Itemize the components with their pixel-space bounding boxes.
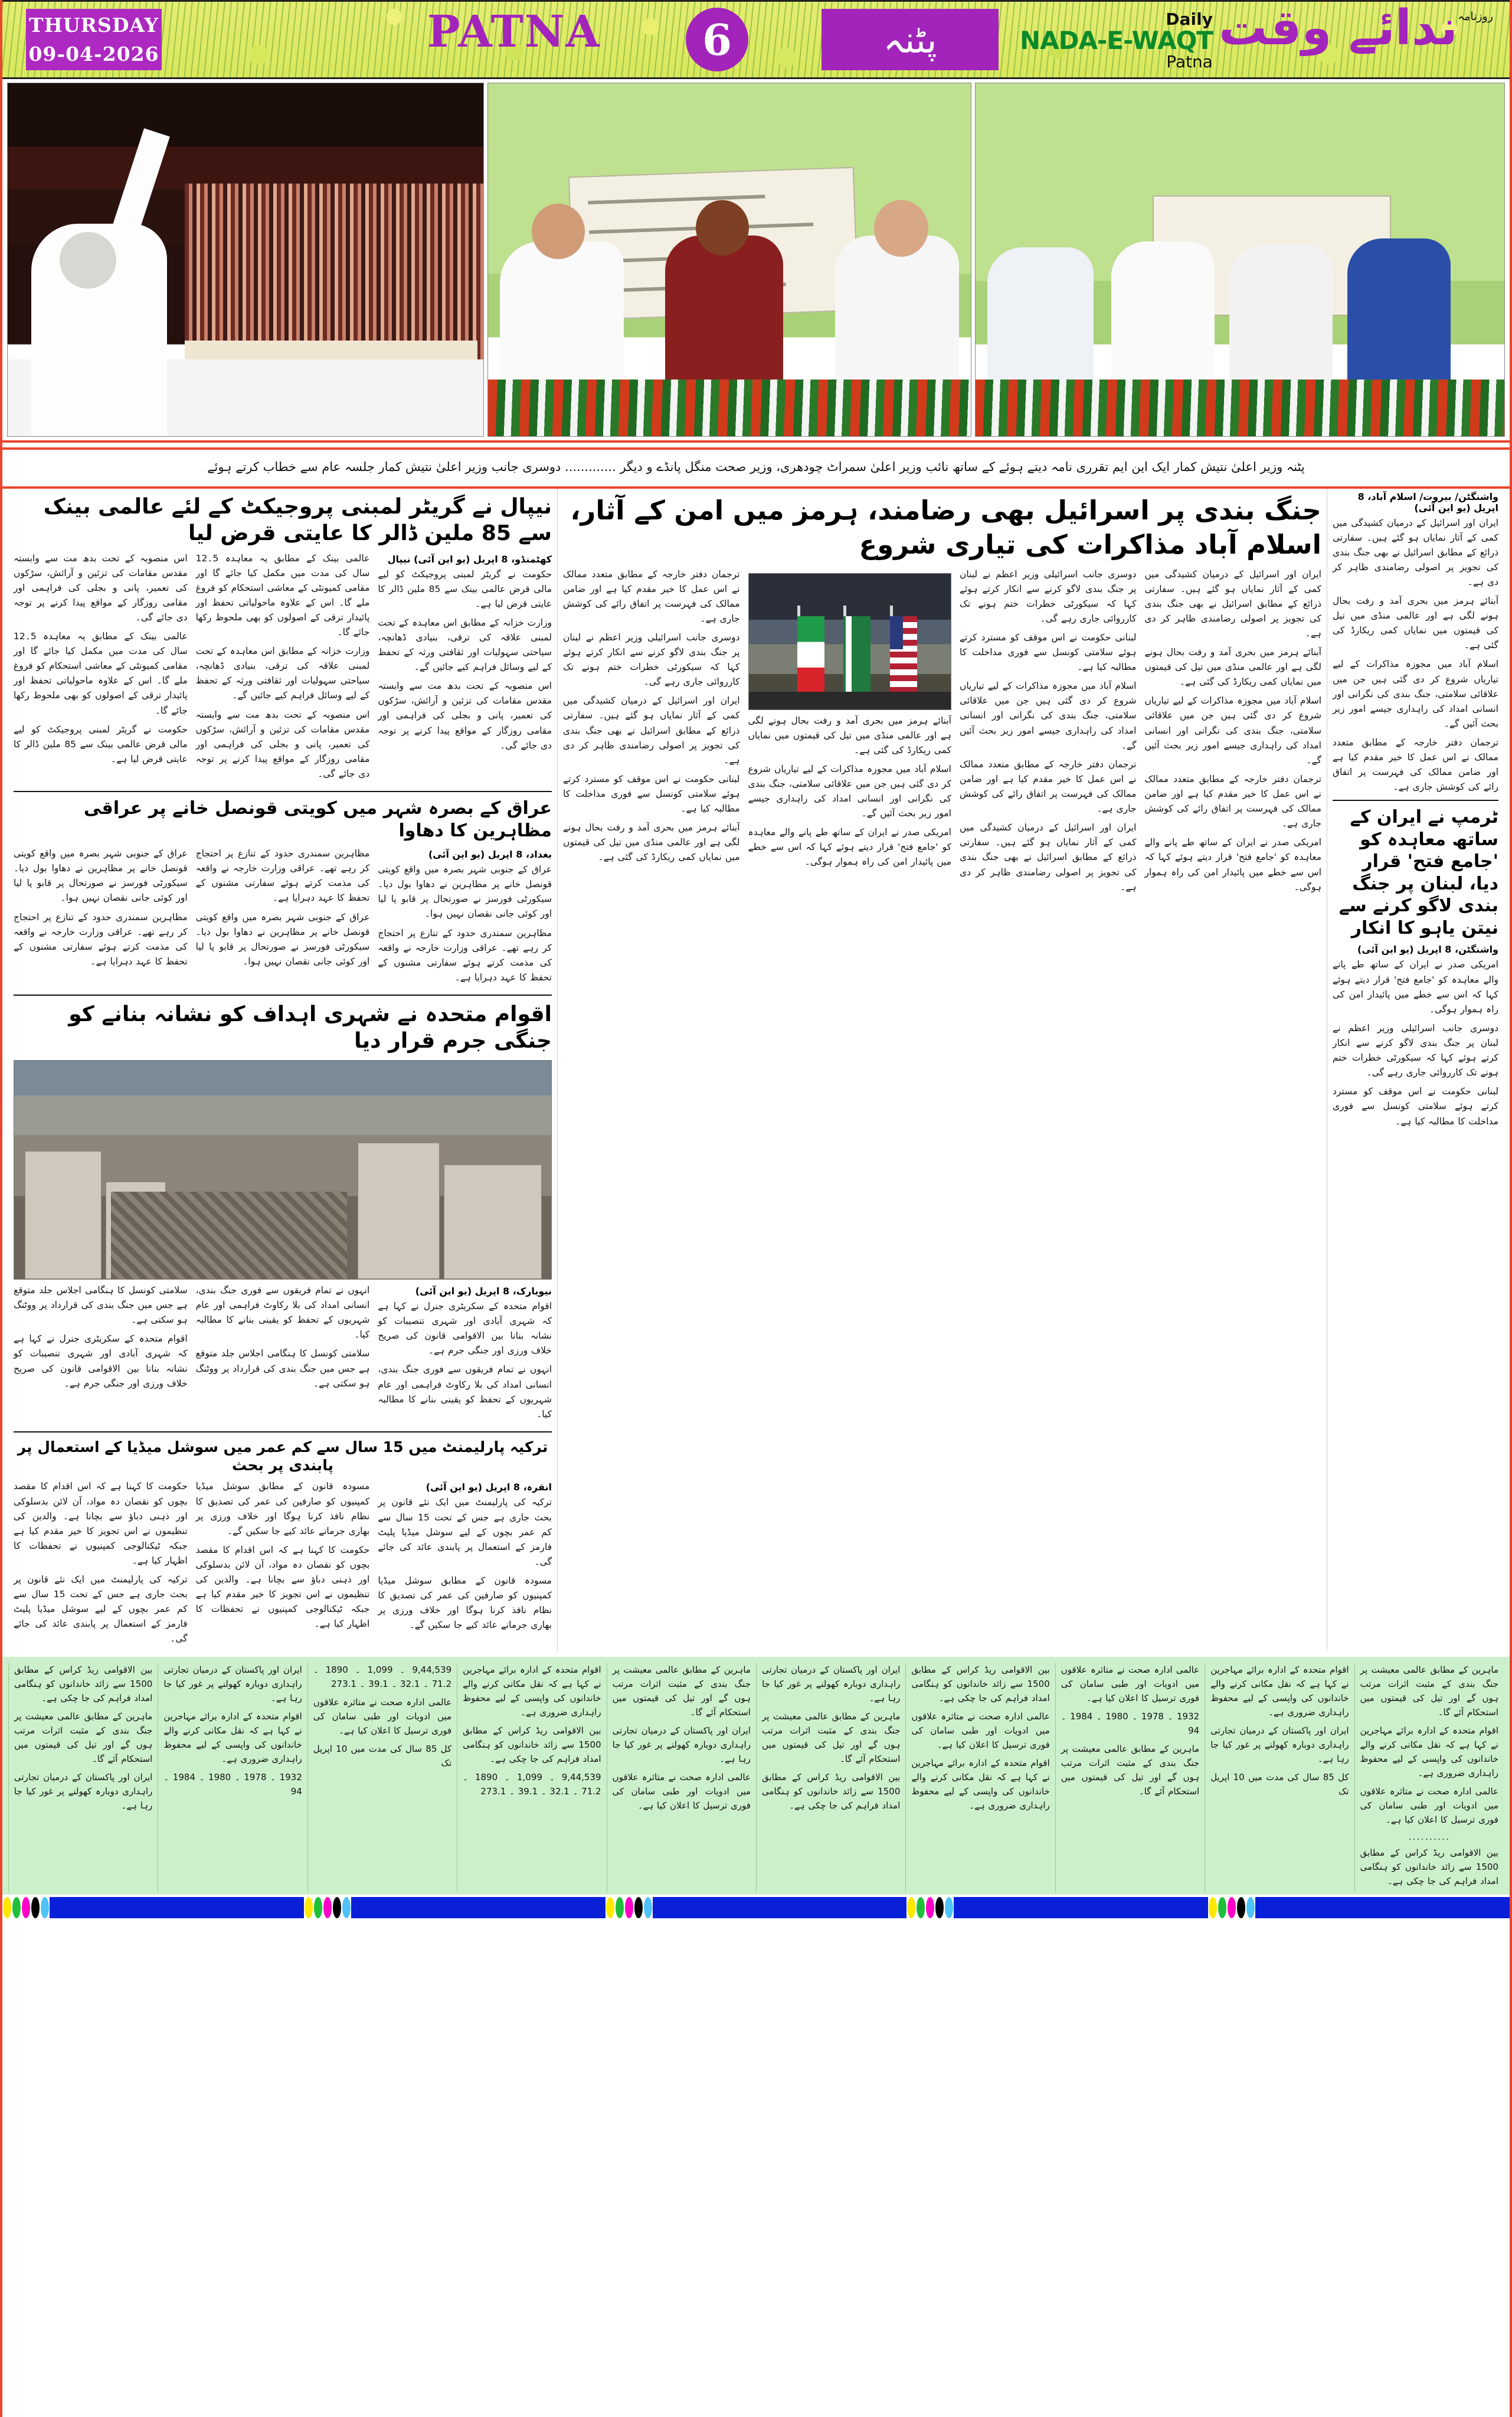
photo-head-left <box>532 204 585 259</box>
brand-city-en: Patna <box>1166 52 1213 72</box>
lead-col-3: آبنائے ہرمز میں بحری آمد و رفت بحال ہونے لگی ہے اور عالمی منڈی میں تیل کی قیمتوں میں نمایاں کمی ریکارڈ کی گئی ہے۔ اسلام آباد میں مجوزہ مذاکرات کے لیے تیاریاں شروع کر دی گئی ہیں جن میں علاقائی سلامتی، جنگ بندی کی نگرانی اور انسانی امداد کی راہداری جیسے امور زیر بحث آئیں گے۔ امریکی صدر نے ایران کے ساتھ طے پانے والے معاہدہ کو 'جامع فتح' قرار دیتے ہوئے کہا کہ اس سے خطے میں پائیدار امن کی راہ ہموار ہوگی۔ <box>748 567 951 899</box>
iraq-col-3: عراق کے جنوبی شہر بصرہ میں واقع کویتی قونصل خانے پر مظاہرین نے دھاوا بول دیا۔ سیکورٹی فورسز نے صورتحال پر قابو پا لیا اور کوئی جانی نقصان نہیں ہوا۔ مظاہرین سمندری حدود کے تنازع پر احتجاج کر رہے تھے۔ عراقی وزارت خارجہ نے واقعہ کی مذمت کرتے ہوئے سفارتی مشنوں کے تحفظ کا عہد دہرایا ہے۔ <box>13 848 188 967</box>
rule-under-photos <box>2 440 1510 443</box>
green-col-4: بین الاقوامی ریڈ کراس کے مطابق 1500 سے زائد خاندانوں کو ہنگامی امداد فراہم کی جا چکی ہے۔ عالمی ادارہ صحت نے متاثرہ علاقوں میں ادویات اور طبی سامان کی فوری ترسیل کا اعلان کیا ہے۔ اقوام متحدہ کے ادارہ برائے مہاجرین نے کہا ہے کہ نقل مکانی کرنے والے خاندانوں کی واپسی کے لیے محفوظ راہداری ضروری ہے۔ <box>905 1663 1055 1892</box>
nepal-col-2: عالمی بینک کے مطابق یہ معاہدہ 5۔12 سال کی مدت میں مکمل کیا جائے گا اور مقامی کمیونٹی کے معاشی استحکام کو فروغ ملے گا۔ اس کے علاوہ ماحولیاتی تحفظ اور پائیدار ترقی کے اصولوں کو بھی ملحوظ رکھا جائے گا۔ وزارت خزانہ کے مطابق اس معاہدہ کے تحت لمبنی علاقہ کی ترقی، بنیادی ڈھانچہ، سیاحتی سہولیات اور ثقافتی ورثہ کے تحفظ کے لیے وسائل فراہم کیے جائیں گے۔ اس منصوبہ کے تحت بدھ مت سے وابستہ مقدس مقامات کی تزئین و آرائش، سڑکوں کی تعمیر، پانی و بجلی کی فراہمی اور مقامی روزگار کے مواقع پیدا کرنے پر توجہ دی جائے گی۔ <box>195 552 370 780</box>
headline-nepal-loan: نیپال نے گریٹر لمبنی پروجیکٹ کے لئے عالمی بینک سے 85 ملین ڈالر کا عایتی قرض لیا <box>43 494 552 545</box>
date-box <box>26 9 162 70</box>
photo-damaged-buildings <box>14 1060 552 1280</box>
lead-headline: جنگ بندی پر اسرائیل بھی رضامند، ہرمز میں امن کے آثار، اسلام آباد مذاکرات کی تیاری شروع <box>570 494 1321 560</box>
footer-segment <box>2 1895 304 1921</box>
top-photo-row <box>2 79 1510 437</box>
masthead-day: THURSDAY <box>29 14 159 37</box>
lead-col-2: دوسری جانب اسرائیلی وزیر اعظم نے لبنان پر جنگ بندی لاگو کرنے سے انکار کرتے ہوئے کہا کہ سیکورٹی خطرات ختم ہونے تک کارروائی جاری رہے گی۔ لبنانی حکومت نے اس موقف کو مسترد کرتے ہوئے سلامتی کونسل سے فوری مداخلت کا مطالبہ کیا ہے۔ اسلام آباد میں مجوزہ مذاکرات کے لیے تیاریاں شروع کر دی گئی ہیں جن میں علاقائی سلامتی، جنگ بندی کی نگرانی اور انسانی امداد کی راہداری جیسے امور زیر بحث آئیں گے۔ ترجمان دفتر خارجہ کے مطابق متعدد ممالک نے اس عمل کا خیر مقدم کیا ہے اور ضامن ممالک کی فہرست پر اتفاق رائے کی کوشش جاری ہے۔ ایران اور اسرائیل کے درمیان کشیدگی میں کمی کے آثار نمایاں ہو گئے ہیں۔ سفارتی ذرائع کے مطابق اسرائیل نے بھی جنگ بندی کی تجویز پر اصولی رضامندی ظاہر کر دی ہے۔ <box>959 568 1137 892</box>
brand-daily-label: Daily <box>1166 9 1213 29</box>
footer-segment <box>606 1895 907 1921</box>
green-col-2: اقوام متحدہ کے ادارہ برائے مہاجرین نے کہا ہے کہ نقل مکانی کرنے والے خاندانوں کی واپسی کے لیے محفوظ راہداری ضروری ہے۔ ایران اور پاکستان کے درمیان تجارتی راہداری دوبارہ کھولنے پر غور کیا جا رہا ہے۔ کل 85 سال کی مدت میں 10 اپریل تک <box>1205 1663 1354 1892</box>
green-col-5: ایران اور پاکستان کے درمیان تجارتی راہداری دوبارہ کھولنے پر غور کیا جا رہا ہے۔ ماہرین کے مطابق عالمی معیشت پر جنگ بندی کے مثبت اثرات مرتب ہوں گے اور تیل کی قیمتوں میں استحکام آئے گا۔ بین الاقوامی ریڈ کراس کے مطابق 1500 سے زائد خاندانوں کو ہنگامی امداد فراہم کی جا چکی ہے۔ <box>756 1663 905 1892</box>
turkiye-col-2: مسودہ قانون کے مطابق سوشل میڈیا کمپنیوں کو صارفین کی عمر کی تصدیق کا نظام نافذ کرنا ہوگا اور خلاف ورزی پر بھاری جرمانے عائد کیے جا سکیں گے۔ حکومت کا کہنا ہے کہ اس اقدام کا مقصد بچوں کو نقصان دہ مواد، آن لائن بدسلوکی اور ذہنی دباؤ سے بچانا ہے۔ والدین کی تنظیموں نے اس تجویز کا خیر مقدم کیا ہے جبکہ ٹیکنالوجی کمپنیوں نے تحفظات کا اظہار کیا ہے۔ <box>195 1481 370 1630</box>
green-news-zone <box>2 1657 1510 1895</box>
dateline-washington: واشنگٹن، 8 اپریل (یو این آئی) <box>1357 944 1498 956</box>
masthead-city-ur: پٹنہ <box>822 9 999 70</box>
green-col-8: 9,44,539 ۔ 1,099 ۔ 1890 ۔ 71.2 ۔ 32.1 ۔ 39.1 ۔ 273.1 عالمی ادارہ صحت نے متاثرہ علاقوں میں ادویات اور طبی سامان کی فوری ترسیل کا اعلان کیا ہے۔ کل 85 سال کی مدت میں 10 اپریل تک <box>307 1663 457 1892</box>
un-col-2: انہوں نے تمام فریقوں سے فوری جنگ بندی، انسانی امداد کی بلا رکاوٹ فراہمی اور عام شہریوں کے تحفظ کو یقینی بنانے کا مطالبہ کیا۔ سلامتی کونسل کا ہنگامی اجلاس جلد متوقع ہے جس میں جنگ بندی کی قرارداد پر ووٹنگ ہو سکتی ہے۔ <box>195 1285 370 1389</box>
masthead-date: 09-04-2026 <box>28 42 159 66</box>
lead-col-4: ترجمان دفتر خارجہ کے مطابق متعدد ممالک نے اس عمل کا خیر مقدم کیا ہے اور ضامن ممالک کی فہرست پر اتفاق رائے کی کوشش جاری ہے۔ دوسری جانب اسرائیلی وزیر اعظم نے لبنان پر جنگ بندی لاگو کرنے سے انکار کرتے ہوئے کہا کہ سیکورٹی خطرات ختم ہونے تک کارروائی جاری رہے گی۔ ایران اور اسرائیل کے درمیان کشیدگی میں کمی کے آثار نمایاں ہو گئے ہیں۔ سفارتی ذرائع کے مطابق اسرائیل نے بھی جنگ بندی کی تجویز پر اصولی رضامندی ظاہر کر دی ہے۔ لبنانی حکومت نے اس موقف کو مسترد کرتے ہوئے سلامتی کونسل سے فوری مداخلت کا مطالبہ کیا ہے۔ آبنائے ہرمز میں بحری آمد و رفت بحال ہونے لگی ہے اور عالمی منڈی میں تیل کی قیمتوں میں نمایاں کمی ریکارڈ کی گئی ہے۔ <box>563 568 740 863</box>
footer-segment <box>906 1895 1208 1921</box>
photo-flower-row <box>488 380 971 436</box>
main-zone <box>8 489 1504 1651</box>
dateline-baghdad: بغداد، 8 اپریل (یو این آئی) <box>428 849 552 861</box>
photo-certificate-ceremony <box>975 83 1505 437</box>
brand-english <box>1020 5 1219 70</box>
photo-caption-text: پٹنہ وزیر اعلیٰ نتیش کمار ایک این ایم تقرری نامہ دیتے ہوئے کے ساتھ نائب وزیر اعلیٰ سمراٹ چودھری، وزیر صحت منگل پانڈے و دیگر ............. دوسری جانب وزیر اعلیٰ نتیش کمار جلسہ عام سے خطاب کرتے ہوئے <box>207 460 1305 474</box>
turkiye-col-3: حکومت کا کہنا ہے کہ اس اقدام کا مقصد بچوں کو نقصان دہ مواد، آن لائن بدسلوکی اور ذہنی دباؤ سے بچانا ہے۔ والدین کی تنظیموں نے اس تجویز کا خیر مقدم کیا ہے جبکہ ٹیکنالوجی کمپنیوں نے تحفظات کا اظہار کیا ہے۔ ترکیہ کی پارلیمنٹ میں ایک نئے قانون پر بحث جاری ہے جس کے تحت 15 سال سے کم عمر بچوں کے لیے سوشل میڈیا پلیٹ فارمز کے استعمال پر پابندی عائد کی جائے گی۔ <box>13 1481 188 1644</box>
lead-col-1: ایران اور اسرائیل کے درمیان کشیدگی میں کمی کے آثار نمایاں ہو گئے ہیں۔ سفارتی ذرائع کے مطابق اسرائیل نے بھی جنگ بندی کی تجویز پر اصولی رضامندی ظاہر کر دی ہے۔ آبنائے ہرمز میں بحری آمد و رفت بحال ہونے لگی ہے اور عالمی منڈی میں تیل کی قیمتوں میں نمایاں کمی ریکارڈ کی گئی ہے۔ اسلام آباد میں مجوزہ مذاکرات کے لیے تیاریاں شروع کر دی گئی ہیں جن میں علاقائی سلامتی، جنگ بندی کی نگرانی اور انسانی امداد کی راہداری جیسے امور زیر بحث آئیں گے۔ ترجمان دفتر خارجہ کے مطابق متعدد ممالک نے اس عمل کا خیر مقدم کیا ہے اور ضامن ممالک کی فہرست پر اتفاق رائے کی کوشش جاری ہے۔ امریکی صدر نے ایران کے ساتھ طے پانے والے معاہدہ کو 'جامع فتح' قرار دیتے ہوئے کہا کہ اس سے خطے میں پائیدار امن کی راہ ہموار ہوگی۔ <box>1144 568 1321 892</box>
headline-turkiye-socialmedia: ترکیہ پارلیمنٹ میں 15 سال سے کم عمر میں سوشل میڈیا کے استعمال پر پابندی پر بحث <box>17 1438 548 1474</box>
dateline-ankara: انقرہ، 8 اپریل (یو این آئی) <box>426 1481 552 1493</box>
brand-title-en: NADA-E-WAQT <box>1019 26 1213 55</box>
brand-roznama-label: روزنامہ <box>1458 10 1493 23</box>
masthead-city-en: PATNA <box>427 6 601 57</box>
headline-un-warcrime: اقوام متحدہ نے شہری اہداف کو نشانہ بنانے کو جنگی جرم قرار دیا <box>68 1002 552 1054</box>
photo-caption-block <box>2 447 1510 483</box>
lead-photo-flags <box>748 573 951 710</box>
story-b-text: امریکی صدر نے ایران کے ساتھ طے پانے والے معاہدہ کو 'جامع فتح' قرار دیتے ہوئے کہا کہ اس سے خطے میں پائیدار امن کی راہ ہموار ہوگی۔ دوسری جانب اسرائیلی وزیر اعظم نے لبنان پر جنگ بندی لاگو کرنے سے انکار کرتے ہوئے کہا کہ سیکورٹی خطرات ختم ہونے تک کارروائی جاری رہے گی۔ لبنانی حکومت نے اس موقف کو مسترد کرتے ہوئے سلامتی کونسل سے فوری مداخلت کا مطالبہ کیا ہے۔ <box>1333 959 1498 1127</box>
footer-segment <box>304 1895 606 1921</box>
footer-color-strip <box>2 1895 1510 1921</box>
un-col-1: نیویارک، 8 اپریل (یو این آئی) اقوام متحدہ کے سکریٹری جنرل نے کہا ہے کہ شہری آبادی اور شہری تنصیبات کو نشانہ بنانا بین الاقوامی قانون کی صریح خلاف ورزی اور جنگی جرم ہے۔ انہوں نے تمام فریقوں سے فوری جنگ بندی، انسانی امداد کی بلا رکاوٹ فراہمی اور عام شہریوں کے تحفظ کو یقینی بنانے کا مطالبہ کیا۔ <box>378 1286 552 1420</box>
photo-head-right <box>874 200 928 257</box>
dateline-newyork: نیویارک، 8 اپریل (یو این آئی) <box>415 1286 552 1297</box>
brand-title-ur: ندائے وقت <box>1218 0 1458 56</box>
photo-assembly-hall <box>7 83 484 437</box>
green-col-9: ایران اور پاکستان کے درمیان تجارتی راہداری دوبارہ کھولنے پر غور کیا جا رہا ہے۔ اقوام متحدہ کے ادارہ برائے مہاجرین نے کہا ہے کہ نقل مکانی کرنے والے خاندانوں کی واپسی کے لیے محفوظ راہداری ضروری ہے۔ 1932 ۔ 1978 ۔ 1980 ۔ 1984 ۔ 94 <box>158 1663 307 1892</box>
nepal-col-1: کھٹمنڈو، 8 اپریل (یو این آئی) نیپال حکومت نے گریٹر لمبنی پروجیکٹ کو لیے مالی قرض عالمی بینک سے 85 ملین ڈالر کا عایتی قرض لیا ہے۔ وزارت خزانہ کے مطابق اس معاہدہ کے تحت لمبنی علاقہ کی ترقی، بنیادی ڈھانچہ، سیاحتی سہولیات اور ثقافتی ورثہ کے تحفظ کے لیے وسائل فراہم کیے جائیں گے۔ اس منصوبہ کے تحت بدھ مت سے وابستہ مقدس مقامات کی تزئین و آرائش، سڑکوں کی تعمیر، پانی و بجلی کی فراہمی اور مقامی روزگار کے مواقع پیدا کرنے پر توجہ دی جائے گی۔ <box>378 553 552 751</box>
green-col-1: ماہرین کے مطابق عالمی معیشت پر جنگ بندی کے مثبت اثرات مرتب ہوں گے اور تیل کی قیمتوں میں استحکام آئے گا۔ اقوام متحدہ کے ادارہ برائے مہاجرین نے کہا ہے کہ نقل مکانی کرنے والے خاندانوں کی واپسی کے لیے محفوظ راہداری ضروری ہے۔ عالمی ادارہ صحت نے متاثرہ علاقوں میں ادویات اور طبی سامان کی فوری ترسیل کا اعلان کیا ہے۔ .......... بین الاقوامی ریڈ کراس کے مطابق 1500 سے زائد خاندانوں کو ہنگامی امداد فراہم کی جا چکی ہے۔ <box>1354 1663 1504 1892</box>
brand-block <box>1019 0 1493 72</box>
separator-left-3 <box>14 1431 552 1432</box>
green-divider-1: .......... <box>1408 1830 1451 1842</box>
dateline-top-right: واشنگٹن/ بیروت/ اسلام آباد، 8 اپریل (یو این آئی) <box>1357 490 1498 514</box>
un-col-3: سلامتی کونسل کا ہنگامی اجلاس جلد متوقع ہے جس میں جنگ بندی کی قرارداد پر ووٹنگ ہو سکتی ہے۔ اقوام متحدہ کے سکریٹری جنرل نے کہا ہے کہ شہری آبادی اور شہری تنصیبات کو نشانہ بنانا بین الاقوامی قانون کی صریح خلاف ورزی اور جنگی جرم ہے۔ <box>13 1285 188 1389</box>
nepal-col-3: اس منصوبہ کے تحت بدھ مت سے وابستہ مقدس مقامات کی تزئین و آرائش، سڑکوں کی تعمیر، پانی و بجلی کی فراہمی اور مقامی روزگار کے مواقع پیدا کرنے پر توجہ دی جائے گی۔ عالمی بینک کے مطابق یہ معاہدہ 5۔12 سال کی مدت میں مکمل کیا جائے گا اور مقامی کمیونٹی کے معاشی استحکام کو فروغ ملے گا۔ اس کے علاوہ ماحولیاتی تحفظ اور پائیدار ترقی کے اصولوں کو بھی ملحوظ رکھا جائے گا۔ حکومت نے گریٹر لمبنی پروجیکٹ کو لیے مالی قرض عالمی بینک سے 85 ملین ڈالر کا عایتی قرض لیا ہے۔ <box>13 552 188 764</box>
photo-cheque-handover <box>487 83 971 437</box>
footer-segment <box>1208 1895 1510 1921</box>
column-group-left <box>8 489 557 1651</box>
headline-trump-iran: ٹرمپ نے ایران کے ساتھ معاہدہ کو 'جامع فتح' قرار دیا، لبنان پر جنگ بندی لاگو کرنے سے نیتن یاہو کا انکار <box>1338 807 1498 938</box>
green-zone-row <box>8 1663 1504 1892</box>
headline-basra-consulate: عراق کے بصرہ شہر میں کویتی قونصل خانے پر عراقی مظاہرین کا دھاوا <box>83 798 552 841</box>
iraq-col-1: بغداد، 8 اپریل (یو این آئی) عراق کے جنوبی شہر بصرہ میں واقع کویتی قونصل خانے پر مظاہرین نے دھاوا بول دیا۔ سیکورٹی فورسز نے صورتحال پر قابو پا لیا اور کوئی جانی نقصان نہیں ہوا۔ مظاہرین سمندری حدود کے تنازع پر احتجاج کر رہے تھے۔ عراقی وزارت خارجہ نے واقعہ کی مذمت کرتے ہوئے سفارتی مشنوں کے تحفظ کا عہد دہرایا ہے۔ <box>378 849 552 983</box>
green-col-6: ماہرین کے مطابق عالمی معیشت پر جنگ بندی کے مثبت اثرات مرتب ہوں گے اور تیل کی قیمتوں میں استحکام آئے گا۔ ایران اور پاکستان کے درمیان تجارتی راہداری دوبارہ کھولنے پر غور کیا جا رہا ہے۔ عالمی ادارہ صحت نے متاثرہ علاقوں میں ادویات اور طبی سامان کی فوری ترسیل کا اعلان کیا ہے۔ <box>607 1663 756 1892</box>
iraq-col-2: مظاہرین سمندری حدود کے تنازع پر احتجاج کر رہے تھے۔ عراقی وزارت خارجہ نے واقعہ کی مذمت کرتے ہوئے سفارتی مشنوں کے تحفظ کا عہد دہرایا ہے۔ عراق کے جنوبی شہر بصرہ میں واقع کویتی قونصل خانے پر مظاہرین نے دھاوا بول دیا۔ سیکورٹی فورسز نے صورتحال پر قابو پا لیا اور کوئی جانی نقصان نہیں ہوا۔ <box>195 848 370 967</box>
separator-left-1 <box>14 791 552 792</box>
separator-left-2 <box>14 995 552 996</box>
page-number-badge: 6 <box>686 8 748 71</box>
column-lead-story <box>557 489 1327 1651</box>
green-col-7: اقوام متحدہ کے ادارہ برائے مہاجرین نے کہا ہے کہ نقل مکانی کرنے والے خاندانوں کی واپسی کے لیے محفوظ راہداری ضروری ہے۔ بین الاقوامی ریڈ کراس کے مطابق 1500 سے زائد خاندانوں کو ہنگامی امداد فراہم کی جا چکی ہے۔ 9,44,539 ۔ 1,099 ۔ 1890 ۔ 71.2 ۔ 32.1 ۔ 39.1 ۔ 273.1 <box>457 1663 606 1892</box>
story-a-text: ایران اور اسرائیل کے درمیان کشیدگی میں کمی کے آثار نمایاں ہو گئے ہیں۔ سفارتی ذرائع کے مطابق اسرائیل نے بھی جنگ بندی کی تجویز پر اصولی رضامندی ظاہر کر دی ہے۔ آبنائے ہرمز میں بحری آمد و رفت بحال ہونے لگی ہے اور عالمی منڈی میں تیل کی قیمتوں میں نمایاں کمی ریکارڈ کی گئی ہے۔ اسلام آباد میں مجوزہ مذاکرات کے لیے تیاریاں شروع کر دی گئی ہیں جن میں علاقائی سلامتی، جنگ بندی کی نگرانی اور انسانی امداد کی راہداری جیسے امور زیر بحث آئیں گے۔ ترجمان دفتر خارجہ کے مطابق متعدد ممالک نے اس عمل کا خیر مقدم کیا ہے اور ضامن ممالک کی فہرست پر اتفاق رائے کی کوشش جاری ہے۔ <box>1333 517 1498 793</box>
dateline-kathmandu: کھٹمنڈو، 8 اپریل (یو این آئی) نیپال <box>387 553 552 565</box>
green-col-10: بین الاقوامی ریڈ کراس کے مطابق 1500 سے زائد خاندانوں کو ہنگامی امداد فراہم کی جا چکی ہے۔ ماہرین کے مطابق عالمی معیشت پر جنگ بندی کے مثبت اثرات مرتب ہوں گے اور تیل کی قیمتوں میں استحکام آئے گا۔ ایران اور پاکستان کے درمیان تجارتی راہداری دوبارہ کھولنے پر غور کیا جا رہا ہے۔ <box>8 1663 158 1892</box>
turkiye-col-1: انقرہ، 8 اپریل (یو این آئی) ترکیہ کی پارلیمنٹ میں ایک نئے قانون پر بحث جاری ہے جس کے تحت 15 سال سے کم عمر بچوں کے لیے سوشل میڈیا پلیٹ فارمز کے استعمال پر پابندی عائد کی جائے گی۔ مسودہ قانون کے مطابق سوشل میڈیا کمپنیوں کو صارفین کی عمر کی تصدیق کا نظام نافذ کرنا ہوگا اور خلاف ورزی پر بھاری جرمانے عائد کیے جا سکیں گے۔ <box>378 1481 552 1631</box>
separator-right-1 <box>1333 800 1498 801</box>
body-wrapper <box>2 489 1510 1651</box>
photo-flower-row-2 <box>976 380 1504 436</box>
masthead <box>2 0 1510 79</box>
photo-speaker-head <box>60 232 116 289</box>
green-col-3: عالمی ادارہ صحت نے متاثرہ علاقوں میں ادویات اور طبی سامان کی فوری ترسیل کا اعلان کیا ہے۔ 1932 ۔ 1978 ۔ 1980 ۔ 1984 ۔ 94 ماہرین کے مطابق عالمی معیشت پر جنگ بندی کے مثبت اثرات مرتب ہوں گے اور تیل کی قیمتوں میں استحکام آئے گا۔ <box>1055 1663 1205 1892</box>
photo-head-middle <box>696 200 749 256</box>
column-far-right <box>1327 489 1504 1651</box>
